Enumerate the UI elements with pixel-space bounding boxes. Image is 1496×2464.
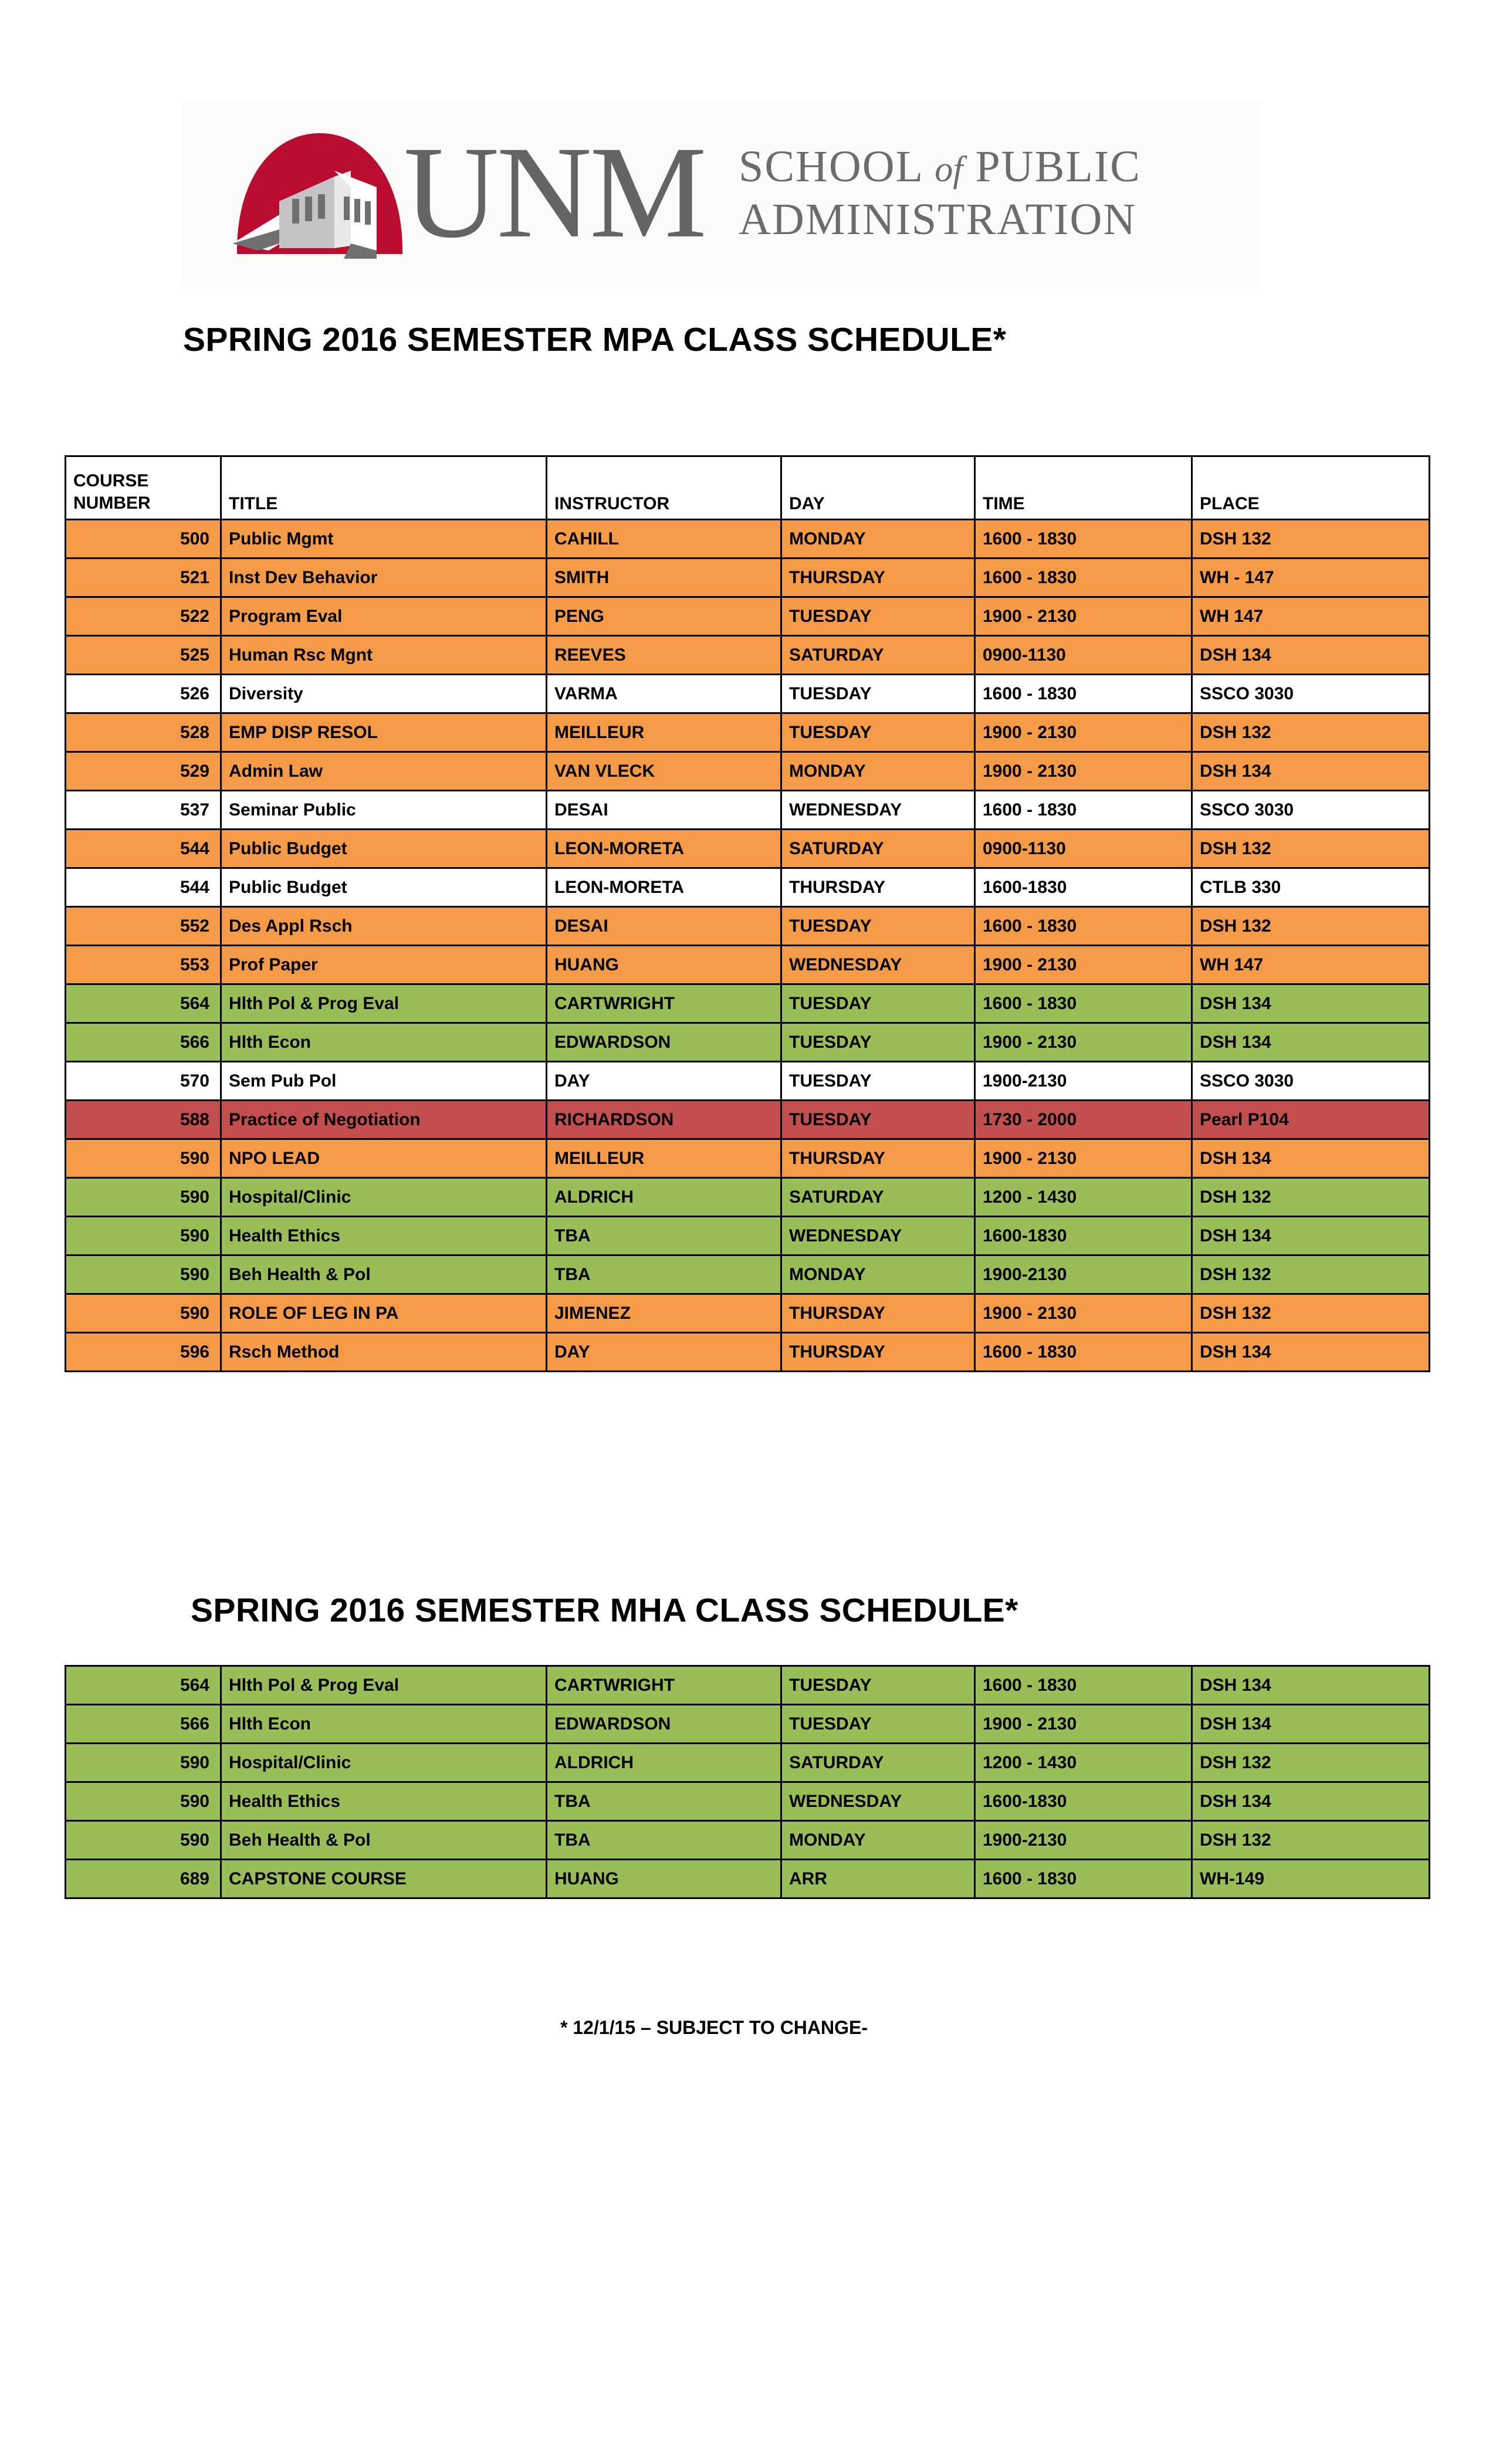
course-number-cell: 596	[66, 1333, 221, 1372]
instructor-cell: ALDRICH	[547, 1178, 781, 1217]
instructor-cell: CARTWRIGHT	[547, 984, 781, 1023]
place-cell: SSCO 3030	[1192, 791, 1430, 830]
day-cell: WEDNESDAY	[781, 1782, 975, 1821]
instructor-cell: PENG	[547, 597, 781, 636]
time-cell: 1900 - 2130	[975, 946, 1192, 984]
time-cell: 1600-1830	[975, 868, 1192, 907]
time-cell: 1600 - 1830	[975, 907, 1192, 946]
instructor-cell: VARMA	[547, 675, 781, 713]
course-title-cell: ROLE OF LEG IN PA	[221, 1294, 547, 1333]
instructor-cell: EDWARDSON	[547, 1705, 781, 1744]
time-cell: 1900 - 2130	[975, 752, 1192, 791]
mha-table-body	[66, 1666, 1430, 1898]
time-cell: 1900-2130	[975, 1821, 1192, 1860]
mha-schedule-table	[65, 1665, 1430, 1899]
day-cell: THURSDAY	[781, 559, 975, 597]
course-title-cell: Hlth Pol & Prog Eval	[221, 1666, 547, 1705]
course-number-cell: 500	[66, 520, 221, 559]
course-number-cell: 590	[66, 1782, 221, 1821]
time-cell: 1600 - 1830	[975, 559, 1192, 597]
place-cell: DSH 134	[1192, 1333, 1430, 1372]
course-title-cell: Beh Health & Pol	[221, 1821, 547, 1860]
course-title-cell: Diversity	[221, 675, 547, 713]
table-row	[66, 791, 1430, 830]
place-cell: DSH 132	[1192, 1744, 1430, 1782]
instructor-cell: TBA	[547, 1217, 781, 1255]
course-number-cell: 564	[66, 984, 221, 1023]
table-row	[66, 1744, 1430, 1782]
table-row	[66, 675, 1430, 713]
table-row	[66, 636, 1430, 675]
day-cell: TUESDAY	[781, 1705, 975, 1744]
instructor-cell: HUANG	[547, 1860, 781, 1898]
instructor-cell: MEILLEUR	[547, 1139, 781, 1178]
course-number-cell: 522	[66, 597, 221, 636]
place-cell: DSH 134	[1192, 1139, 1430, 1178]
course-number-cell: 566	[66, 1023, 221, 1062]
instructor-cell: VAN VLECK	[547, 752, 781, 791]
instructor-cell: EDWARDSON	[547, 1023, 781, 1062]
time-cell: 1600-1830	[975, 1217, 1192, 1255]
course-number-cell: 590	[66, 1139, 221, 1178]
course-title-cell: Program Eval	[221, 597, 547, 636]
place-cell: Pearl P104	[1192, 1101, 1430, 1139]
day-cell: TUESDAY	[781, 675, 975, 713]
course-title-cell: Rsch Method	[221, 1333, 547, 1372]
time-cell: 1200 - 1430	[975, 1178, 1192, 1217]
course-number-cell: 521	[66, 559, 221, 597]
place-cell: DSH 132	[1192, 1821, 1430, 1860]
course-title-cell: Health Ethics	[221, 1217, 547, 1255]
instructor-cell: TBA	[547, 1782, 781, 1821]
table-row	[66, 1821, 1430, 1860]
course-title-cell: Hlth Econ	[221, 1705, 547, 1744]
place-cell: SSCO 3030	[1192, 1062, 1430, 1101]
course-number-cell: 544	[66, 868, 221, 907]
day-cell: MONDAY	[781, 520, 975, 559]
table-header-row	[66, 456, 1430, 520]
day-cell: SATURDAY	[781, 636, 975, 675]
table-row	[66, 1782, 1430, 1821]
logo-lockup	[223, 119, 1220, 268]
day-cell: TUESDAY	[781, 1062, 975, 1101]
of-word: of	[935, 149, 963, 189]
table-row	[66, 1178, 1430, 1217]
day-cell: MONDAY	[781, 1255, 975, 1294]
course-number-cell: 566	[66, 1705, 221, 1744]
day-cell: WEDNESDAY	[781, 946, 975, 984]
table-row	[66, 1294, 1430, 1333]
course-title-cell: Prof Paper	[221, 946, 547, 984]
course-number-cell: 570	[66, 1062, 221, 1101]
place-cell: DSH 134	[1192, 1023, 1430, 1062]
instructor-cell: LEON-MORETA	[547, 868, 781, 907]
course-title-cell: Admin Law	[221, 752, 547, 791]
table-row	[66, 868, 1430, 907]
table-row	[66, 1217, 1430, 1255]
place-cell: DSH 132	[1192, 1294, 1430, 1333]
table-row	[66, 1062, 1430, 1101]
time-cell: 1600 - 1830	[975, 1333, 1192, 1372]
course-number-cell: 526	[66, 675, 221, 713]
table-row	[66, 752, 1430, 791]
public-word: PUBLIC	[975, 141, 1141, 191]
course-title-cell: Inst Dev Behavior	[221, 559, 547, 597]
time-cell: 1900 - 2130	[975, 1294, 1192, 1333]
time-cell: 1900 - 2130	[975, 1705, 1192, 1744]
course-title-cell: Public Budget	[221, 868, 547, 907]
course-title-cell: Des Appl Rsch	[221, 907, 547, 946]
course-title-cell: Public Mgmt	[221, 520, 547, 559]
mha-schedule-title: SPRING 2016 SEMESTER MHA CLASS SCHEDULE*	[191, 1592, 1018, 1629]
day-cell: TUESDAY	[781, 907, 975, 946]
table-row	[66, 1666, 1430, 1705]
course-title-cell: CAPSTONE COURSE	[221, 1860, 547, 1898]
time-cell: 1900-2130	[975, 1062, 1192, 1101]
time-cell: 1900 - 2130	[975, 597, 1192, 636]
day-cell: TUESDAY	[781, 984, 975, 1023]
instructor-cell: CARTWRIGHT	[547, 1666, 781, 1705]
place-cell: WH 147	[1192, 946, 1430, 984]
time-cell: 1900 - 2130	[975, 1139, 1192, 1178]
course-title-cell: Hospital/Clinic	[221, 1178, 547, 1217]
instructor-cell: DAY	[547, 1062, 781, 1101]
mpa-schedule-title: SPRING 2016 SEMESTER MPA CLASS SCHEDULE*	[183, 321, 1007, 358]
course-title-cell: Hlth Econ	[221, 1023, 547, 1062]
day-cell: ARR	[781, 1860, 975, 1898]
day-cell: TUESDAY	[781, 1666, 975, 1705]
column-header-title: TITLE	[221, 456, 547, 520]
place-cell: DSH 134	[1192, 1217, 1430, 1255]
day-cell: THURSDAY	[781, 1294, 975, 1333]
time-cell: 1200 - 1430	[975, 1744, 1192, 1782]
day-cell: MONDAY	[781, 1821, 975, 1860]
course-number-cell: 590	[66, 1294, 221, 1333]
course-number-cell: 537	[66, 791, 221, 830]
time-cell: 1600 - 1830	[975, 1860, 1192, 1898]
column-header-place: PLACE	[1192, 456, 1430, 520]
column-header-time: TIME	[975, 456, 1192, 520]
course-number-cell: 525	[66, 636, 221, 675]
day-cell: SATURDAY	[781, 1178, 975, 1217]
table-row	[66, 1023, 1430, 1062]
school-name-line-2: ADMINISTRATION	[739, 194, 1137, 244]
time-cell: 1900 - 2130	[975, 713, 1192, 752]
course-number-cell: 590	[66, 1821, 221, 1860]
time-cell: 1600 - 1830	[975, 1666, 1192, 1705]
place-cell: CTLB 330	[1192, 868, 1430, 907]
place-cell: DSH 132	[1192, 830, 1430, 868]
school-name-line-1	[739, 141, 1141, 194]
place-cell: SSCO 3030	[1192, 675, 1430, 713]
course-number-cell: 588	[66, 1101, 221, 1139]
table-row	[66, 1860, 1430, 1898]
instructor-cell: DESAI	[547, 907, 781, 946]
time-cell: 1600 - 1830	[975, 984, 1192, 1023]
mpa-schedule-table	[65, 455, 1430, 1372]
instructor-cell: DAY	[547, 1333, 781, 1372]
unm-wordmark: UNM	[404, 118, 705, 265]
school-word: SCHOOL	[739, 141, 923, 191]
course-title-cell: Seminar Public	[221, 791, 547, 830]
day-cell: SATURDAY	[781, 830, 975, 868]
instructor-cell: ALDRICH	[547, 1744, 781, 1782]
table-row	[66, 559, 1430, 597]
place-cell: DSH 132	[1192, 1178, 1430, 1217]
instructor-cell: TBA	[547, 1255, 781, 1294]
place-cell: DSH 134	[1192, 984, 1430, 1023]
day-cell: WEDNESDAY	[781, 791, 975, 830]
place-cell: DSH 132	[1192, 713, 1430, 752]
table-row	[66, 1101, 1430, 1139]
place-cell: DSH 132	[1192, 520, 1430, 559]
time-cell: 0900-1130	[975, 636, 1192, 675]
course-title-cell: Public Budget	[221, 830, 547, 868]
time-cell: 1600-1830	[975, 1782, 1192, 1821]
time-cell: 1600 - 1830	[975, 675, 1192, 713]
course-title-cell: EMP DISP RESOL	[221, 713, 547, 752]
place-cell: WH 147	[1192, 597, 1430, 636]
day-cell: TUESDAY	[781, 1023, 975, 1062]
table-row	[66, 520, 1430, 559]
school-name-text	[739, 141, 1141, 246]
time-cell: 0900-1130	[975, 830, 1192, 868]
place-cell: DSH 134	[1192, 1666, 1430, 1705]
place-cell: DSH 134	[1192, 1705, 1430, 1744]
instructor-cell: JIMENEZ	[547, 1294, 781, 1333]
course-header-line-2: NUMBER	[73, 493, 151, 513]
table-row	[66, 907, 1430, 946]
course-title-cell: Beh Health & Pol	[221, 1255, 547, 1294]
course-title-cell: Hlth Pol & Prog Eval	[221, 984, 547, 1023]
day-cell: THURSDAY	[781, 1139, 975, 1178]
course-number-cell: 590	[66, 1217, 221, 1255]
course-number-cell: 529	[66, 752, 221, 791]
table-row	[66, 1333, 1430, 1372]
course-title-cell: NPO LEAD	[221, 1139, 547, 1178]
time-cell: 1900 - 2130	[975, 1023, 1192, 1062]
course-number-cell: 564	[66, 1666, 221, 1705]
day-cell: SATURDAY	[781, 1744, 975, 1782]
table-row	[66, 1255, 1430, 1294]
course-number-cell: 553	[66, 946, 221, 984]
table-row	[66, 984, 1430, 1023]
table-row	[66, 1139, 1430, 1178]
table-row	[66, 1705, 1430, 1744]
time-cell: 1730 - 2000	[975, 1101, 1192, 1139]
instructor-cell: MEILLEUR	[547, 713, 781, 752]
place-cell: DSH 134	[1192, 752, 1430, 791]
course-number-cell: 590	[66, 1255, 221, 1294]
course-header-line-1: COURSE	[73, 471, 149, 490]
place-cell: DSH 134	[1192, 636, 1430, 675]
course-title-cell: Hospital/Clinic	[221, 1744, 547, 1782]
column-header-day: DAY	[781, 456, 975, 520]
time-cell: 1900-2130	[975, 1255, 1192, 1294]
course-number-cell: 552	[66, 907, 221, 946]
instructor-cell: LEON-MORETA	[547, 830, 781, 868]
place-cell: WH-149	[1192, 1860, 1430, 1898]
course-title-cell: Human Rsc Mgnt	[221, 636, 547, 675]
day-cell: THURSDAY	[781, 1333, 975, 1372]
mpa-table-body	[66, 520, 1430, 1372]
logo-header-band	[182, 100, 1261, 287]
time-cell: 1600 - 1830	[975, 520, 1192, 559]
day-cell: THURSDAY	[781, 868, 975, 907]
course-number-cell: 590	[66, 1744, 221, 1782]
subject-to-change-footnote: * 12/1/15 – SUBJECT TO CHANGE-	[560, 2017, 868, 2038]
day-cell: WEDNESDAY	[781, 1217, 975, 1255]
instructor-cell: TBA	[547, 1821, 781, 1860]
instructor-cell: SMITH	[547, 559, 781, 597]
course-number-cell: 544	[66, 830, 221, 868]
course-number-cell: 528	[66, 713, 221, 752]
instructor-cell: DESAI	[547, 791, 781, 830]
course-title-cell: Sem Pub Pol	[221, 1062, 547, 1101]
course-number-cell: 590	[66, 1178, 221, 1217]
place-cell: DSH 132	[1192, 907, 1430, 946]
instructor-cell: CAHILL	[547, 520, 781, 559]
course-title-cell: Health Ethics	[221, 1782, 547, 1821]
table-row	[66, 597, 1430, 636]
unm-adobe-arch-icon	[223, 126, 417, 261]
column-header-course-number	[66, 456, 221, 520]
time-cell: 1600 - 1830	[975, 791, 1192, 830]
course-number-cell: 689	[66, 1860, 221, 1898]
table-row	[66, 946, 1430, 984]
day-cell: TUESDAY	[781, 597, 975, 636]
instructor-cell: HUANG	[547, 946, 781, 984]
course-title-cell: Practice of Negotiation	[221, 1101, 547, 1139]
day-cell: TUESDAY	[781, 713, 975, 752]
day-cell: TUESDAY	[781, 1101, 975, 1139]
place-cell: DSH 134	[1192, 1782, 1430, 1821]
place-cell: WH - 147	[1192, 559, 1430, 597]
instructor-cell: REEVES	[547, 636, 781, 675]
table-row	[66, 713, 1430, 752]
place-cell: DSH 132	[1192, 1255, 1430, 1294]
table-row	[66, 830, 1430, 868]
day-cell: MONDAY	[781, 752, 975, 791]
instructor-cell: RICHARDSON	[547, 1101, 781, 1139]
column-header-instructor: INSTRUCTOR	[547, 456, 781, 520]
